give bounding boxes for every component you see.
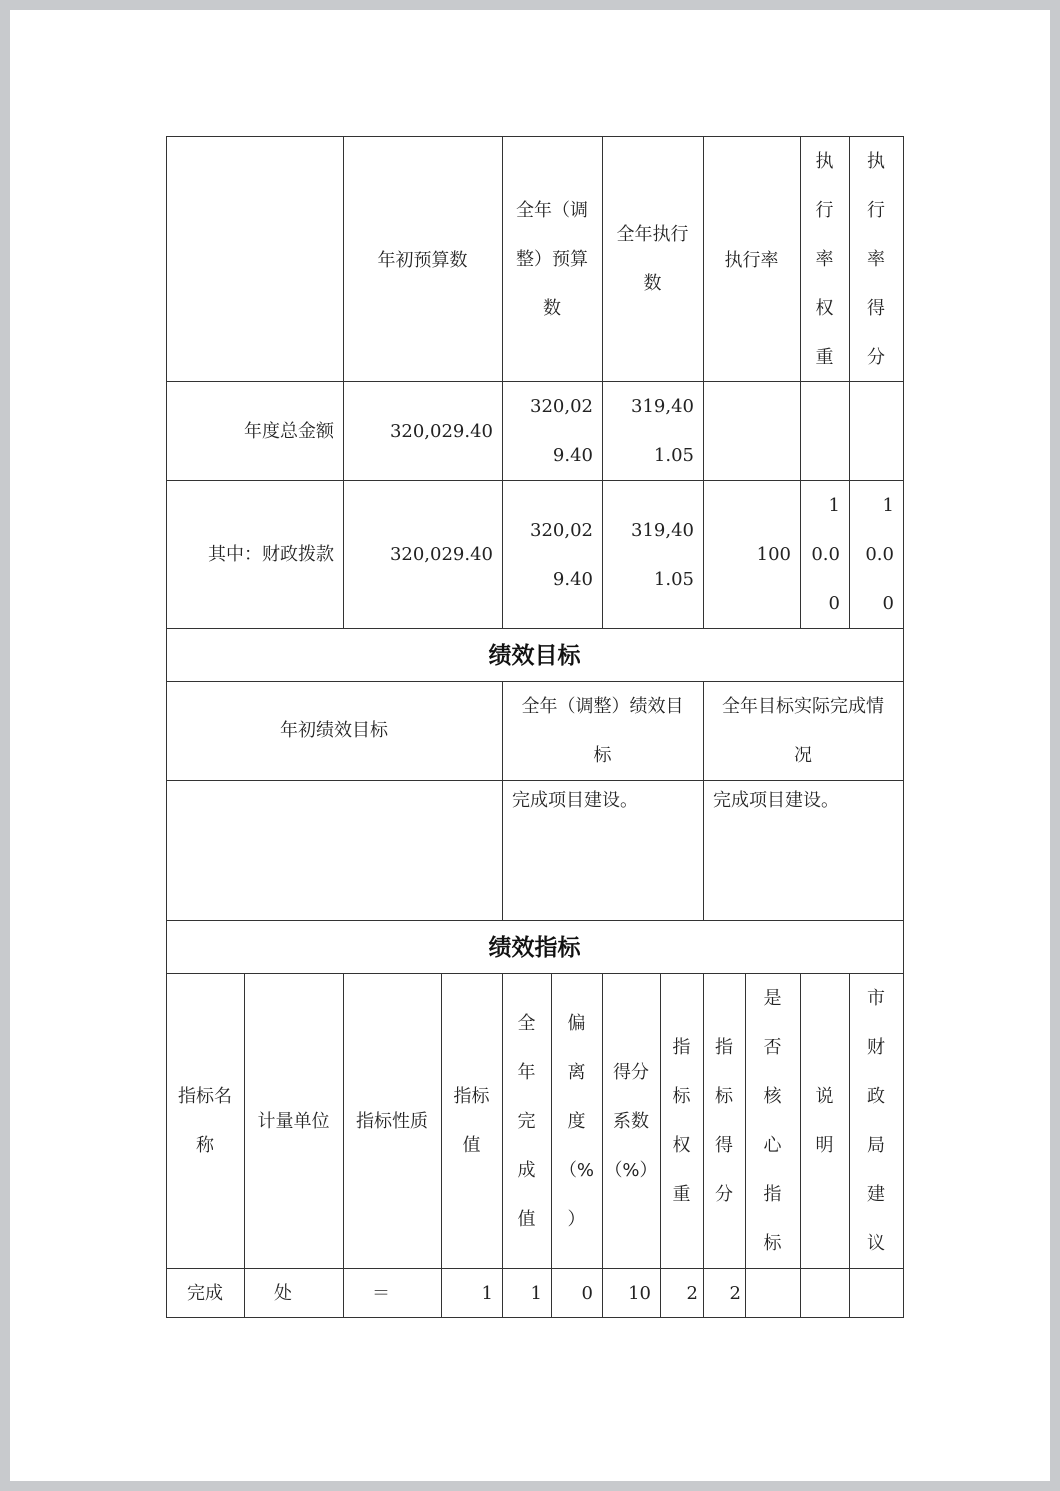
goals-header-actual-2: 况 <box>794 745 812 766</box>
goals-header-adjusted-1: 全年（调整）绩效目 <box>521 696 684 717</box>
header-initial-budget: 年初预算数 <box>377 250 468 271</box>
indicators-section-title: 绩效指标 <box>488 935 581 961</box>
goals-row-actual: 完成项目建设。 <box>713 790 839 811</box>
goals-header-initial: 年初绩效目标 <box>280 720 388 741</box>
ind-row-name: 完成 <box>187 1283 223 1304</box>
document-page: 年初预算数 全年（调 整）预算 数 全年执行 数 执行率 执 行 率 权 重 执 行 率 得 分 年度总金额 320,029.40 320,02 9.40 319,40 1.05 其中：财政拨款 320,029.40 320,02 9.40 319,40 1.05 100 1 0.0 0 1 0.0 0 绩效目标 年初绩效目标 全年（调整）绩效目 标 全年目标实际完成情 况 完成项目建设。 完成项目建设。 绩效指标 指标名 称 计量单位 指标性质 指标 值 全 年 完 成 值 偏 离 度 （% ） 得分 系数 （%） 指 标 权 重 指 标 得 分 是 否 核 心 指 标 说 明 市 财 政 局 建 议 完成 处 ＝ 1 1 0 10 2 2 <box>10 10 1050 1481</box>
grid-line-h <box>166 136 904 137</box>
row-fiscal-executed-2: 1.05 <box>653 569 694 590</box>
row-fiscal-weight-3: 0 <box>828 593 840 614</box>
row-fiscal-adjusted-budget-2: 9.40 <box>552 569 593 590</box>
row-fiscal-adjusted-budget-1: 320,02 <box>530 520 593 541</box>
ind-row-unit: 处 <box>274 1283 292 1304</box>
goals-header-adjusted-2: 标 <box>593 745 612 766</box>
ind-row-coefficient: 10 <box>628 1283 651 1304</box>
ind-header-unit: 计量单位 <box>257 1111 330 1132</box>
row-fiscal-executed-1: 319,40 <box>631 520 694 541</box>
row-fiscal-score-3: 0 <box>882 593 894 614</box>
grid-line-h <box>166 480 904 481</box>
grid-line-v <box>903 136 904 1318</box>
header-exec-rate: 执行率 <box>724 250 779 271</box>
row-total-adjusted-budget-2: 9.40 <box>552 445 593 466</box>
ind-row-score: 2 <box>729 1283 741 1304</box>
ind-header-nature: 指标性质 <box>356 1111 428 1132</box>
row-fiscal-initial-budget: 320,029.40 <box>389 544 493 565</box>
row-total-initial-budget: 320,029.40 <box>389 421 493 442</box>
row-fiscal-score-1: 1 <box>882 495 894 516</box>
goals-row-adjusted: 完成项目建设。 <box>512 790 638 811</box>
row-total-executed-2: 1.05 <box>653 445 694 466</box>
goals-header-actual-1: 全年目标实际完成情 <box>722 696 884 717</box>
row-total-executed-1: 319,40 <box>631 396 694 417</box>
row-fiscal-score-2: 0.0 <box>865 544 894 565</box>
row-fiscal-exec-rate: 100 <box>756 544 791 565</box>
goals-section-title: 绩效目标 <box>488 643 581 669</box>
row-fiscal-label: 其中：财政拨款 <box>208 544 334 565</box>
row-fiscal-weight-2: 0.0 <box>811 544 840 565</box>
ind-row-nature: ＝ <box>372 1283 390 1304</box>
ind-row-deviation: 0 <box>581 1283 593 1304</box>
row-total-label: 年度总金额 <box>244 421 334 442</box>
row-total-adjusted-budget-1: 320,02 <box>530 396 593 417</box>
row-fiscal-weight-1: 1 <box>828 495 840 516</box>
ind-row-completed: 1 <box>530 1283 542 1304</box>
ind-row-weight: 2 <box>686 1283 698 1304</box>
ind-row-value: 1 <box>481 1283 493 1304</box>
